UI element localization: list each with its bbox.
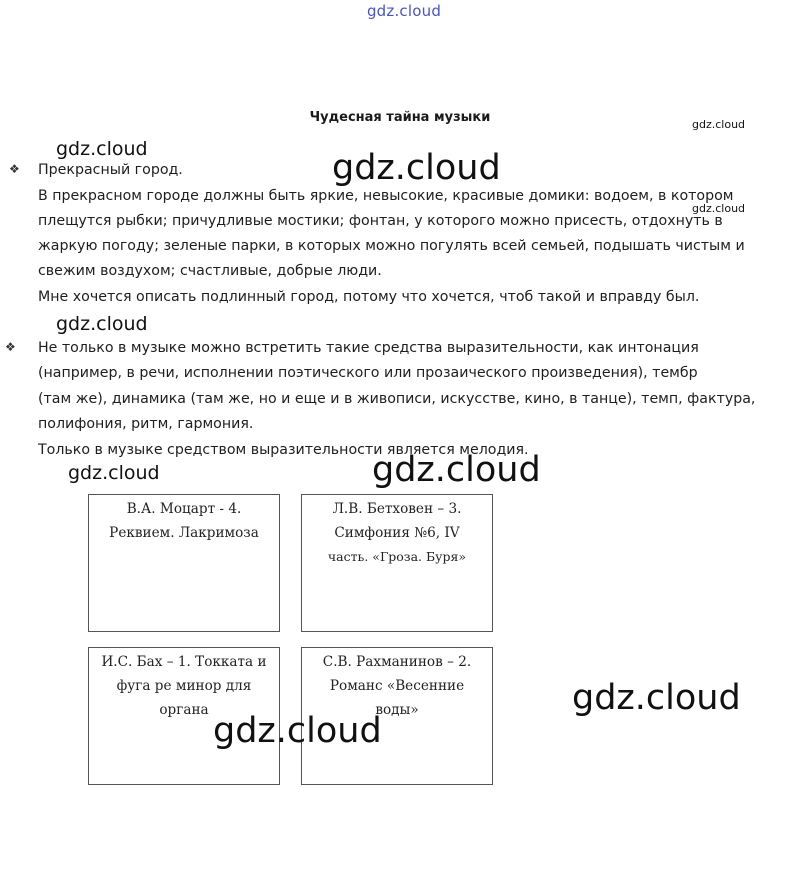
paragraph-line: В прекрасном городе должны быть яркие, невысокие, красивые домики: водоем, в котором [38, 188, 734, 204]
card-line: часть. «Гроза. Буря» [327, 549, 467, 564]
paragraph-line: Только в музыке средством выразительности является мелодия. [38, 442, 529, 458]
watermark: gdz.cloud [692, 118, 746, 131]
watermark: gdz.cloud [56, 138, 148, 160]
composer-card-mozart [88, 494, 280, 632]
card-line: Романс «Весенние [329, 678, 465, 694]
card-line: Реквием. Лакримоза [109, 525, 259, 541]
composer-card-beethoven [301, 494, 493, 632]
paragraph-line: свежим воздухом; счастливые, добрые люди. [38, 263, 382, 279]
watermark: gdz.cloud [68, 462, 160, 484]
card-line: С.В. Рахманинов – 2. [322, 654, 472, 670]
paragraph-line: (например, в речи, исполнении поэтического или прозаического произведения), тембр [38, 365, 698, 381]
card-line: И.С. Бах – 1. Токката и [101, 654, 267, 670]
watermark: gdz.cloud [692, 202, 746, 215]
paragraph-line: жаркую погоду; зеленые парки, в которых можно погулять всей семьей, подышать чистым и [38, 238, 745, 254]
page-title: Чудесная тайна музыки [309, 110, 491, 125]
paragraph-line: (там же), динамика (там же, но и еще и в живописи, искусстве, кино, в танце), темп, фактура, [38, 391, 756, 407]
paragraph-line: плещутся рыбки; причудливые мостики; фонтан, у которого можно присесть, отдохнуть в [38, 213, 723, 229]
card-line: воды» [375, 702, 419, 718]
card-line: органа [159, 702, 209, 718]
site-brand-header[interactable]: gdz.cloud [366, 2, 442, 20]
watermark: gdz.cloud [332, 148, 501, 188]
watermark: gdz.cloud [572, 678, 741, 718]
paragraph-line: Не только в музыке можно встретить такие средства выразительности, как интонация [38, 340, 699, 356]
watermark: gdz.cloud [372, 450, 541, 490]
paragraph-line: полифония, ритм, гармония. [38, 416, 254, 432]
paragraph-line: Мне хочется описать подлинный город, потому что хочется, чтоб такой и вправду был. [38, 289, 700, 305]
card-line: Л.В. Бетховен – 3. [332, 501, 462, 517]
paragraph-line: Прекрасный город. [38, 162, 183, 178]
diamond-bullet-icon: ❖ [5, 340, 16, 354]
watermark: gdz.cloud [56, 313, 148, 335]
card-line: Симфония №6, IV [334, 525, 460, 541]
watermark: gdz.cloud [213, 711, 382, 751]
diamond-bullet-icon: ❖ [9, 162, 20, 176]
card-line: фуга ре минор для [116, 678, 252, 694]
card-line: В.А. Моцарт - 4. [126, 501, 242, 517]
